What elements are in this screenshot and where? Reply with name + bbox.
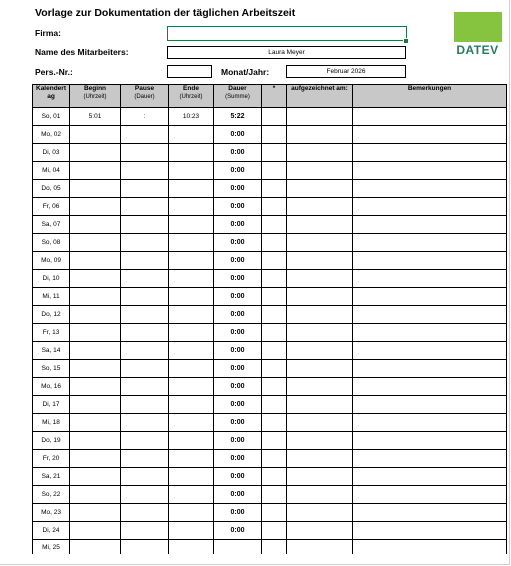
table-row (33, 378, 507, 396)
company-field[interactable] (167, 26, 407, 41)
marker-cell[interactable] (262, 486, 287, 504)
end-time-cell[interactable] (169, 468, 214, 486)
recorded-date-cell[interactable] (287, 414, 353, 432)
notes-cell[interactable] (353, 144, 507, 162)
recorded-date-cell[interactable] (287, 450, 353, 468)
table-row (33, 522, 507, 540)
end-time-cell[interactable] (169, 234, 214, 252)
duration-cell[interactable]: 0:00 (214, 144, 262, 162)
employee-field[interactable]: Laura Meyer (167, 46, 406, 59)
day-cell[interactable]: Mo, 02 (33, 126, 70, 144)
document-title: Vorlage zur Dokumentation der täglichen Arbeitszeit (35, 7, 296, 19)
end-time-cell[interactable] (169, 288, 214, 306)
table-row (33, 468, 507, 486)
marker-cell[interactable] (262, 306, 287, 324)
table-row (33, 540, 507, 555)
start-time-cell[interactable] (70, 504, 121, 522)
break-cell[interactable] (121, 486, 169, 504)
notes-cell[interactable] (353, 126, 507, 144)
break-cell[interactable] (121, 252, 169, 270)
notes-cell[interactable] (353, 162, 507, 180)
end-time-cell[interactable] (169, 216, 214, 234)
table-row (33, 144, 507, 162)
day-cell[interactable]: Di, 17 (33, 396, 70, 414)
start-time-cell[interactable] (70, 126, 121, 144)
duration-cell[interactable]: 0:00 (214, 522, 262, 540)
recorded-date-cell[interactable] (287, 540, 353, 555)
duration-cell[interactable]: 0:00 (214, 162, 262, 180)
table-row (33, 162, 507, 180)
duration-cell[interactable]: 0:00 (214, 504, 262, 522)
column-header-marker[interactable]: * (262, 85, 287, 108)
table-row (33, 414, 507, 432)
recorded-date-cell[interactable] (287, 126, 353, 144)
break-cell[interactable] (121, 216, 169, 234)
recorded-date-cell[interactable] (287, 306, 353, 324)
day-cell[interactable]: So, 15 (33, 360, 70, 378)
start-time-cell[interactable] (70, 306, 121, 324)
end-time-cell[interactable]: 10:23 (169, 108, 214, 126)
start-time-cell[interactable] (70, 234, 121, 252)
notes-cell[interactable] (353, 234, 507, 252)
selection-fill-handle[interactable] (403, 38, 409, 44)
notes-cell[interactable] (353, 360, 507, 378)
break-cell[interactable] (121, 540, 169, 555)
recorded-date-cell[interactable] (287, 252, 353, 270)
notes-cell[interactable] (353, 324, 507, 342)
recorded-date-cell[interactable] (287, 180, 353, 198)
marker-cell[interactable] (262, 180, 287, 198)
break-cell[interactable] (121, 342, 169, 360)
duration-cell[interactable]: 0:00 (214, 216, 262, 234)
break-cell[interactable] (121, 234, 169, 252)
duration-cell[interactable]: 0:00 (214, 378, 262, 396)
marker-cell[interactable] (262, 270, 287, 288)
marker-cell[interactable] (262, 522, 287, 540)
table-row (33, 108, 507, 126)
duration-cell[interactable]: 0:00 (214, 360, 262, 378)
recorded-date-cell[interactable] (287, 162, 353, 180)
day-cell[interactable]: So, 08 (33, 234, 70, 252)
table-row (33, 504, 507, 522)
end-time-cell[interactable] (169, 162, 214, 180)
notes-cell[interactable] (353, 180, 507, 198)
notes-cell[interactable] (353, 396, 507, 414)
marker-cell[interactable] (262, 414, 287, 432)
table-row (33, 198, 507, 216)
recorded-date-cell[interactable] (287, 270, 353, 288)
datev-logo (452, 12, 503, 60)
end-time-cell[interactable] (169, 396, 214, 414)
marker-cell[interactable] (262, 450, 287, 468)
marker-cell[interactable] (262, 288, 287, 306)
end-time-cell[interactable] (169, 198, 214, 216)
day-cell[interactable]: Sa, 07 (33, 216, 70, 234)
month-year-field[interactable]: Februar 2026 (286, 65, 406, 78)
break-cell[interactable] (121, 414, 169, 432)
marker-cell[interactable] (262, 468, 287, 486)
notes-cell[interactable] (353, 378, 507, 396)
day-cell[interactable]: Sa, 14 (33, 342, 70, 360)
recorded-date-cell[interactable] (287, 504, 353, 522)
marker-cell[interactable] (262, 504, 287, 522)
notes-cell[interactable] (353, 306, 507, 324)
start-time-cell[interactable] (70, 324, 121, 342)
duration-cell[interactable]: 0:00 (214, 324, 262, 342)
marker-cell[interactable] (262, 324, 287, 342)
day-cell[interactable]: Fr, 06 (33, 198, 70, 216)
day-cell[interactable]: Mi, 04 (33, 162, 70, 180)
duration-cell[interactable]: 0:00 (214, 306, 262, 324)
day-cell[interactable]: Do, 05 (33, 180, 70, 198)
datev-logo-mark (454, 12, 502, 42)
table-row (33, 432, 507, 450)
recorded-date-cell[interactable] (287, 216, 353, 234)
end-time-cell[interactable] (169, 180, 214, 198)
day-cell[interactable]: Di, 10 (33, 270, 70, 288)
table-row (33, 360, 507, 378)
day-cell[interactable]: Mi, 11 (33, 288, 70, 306)
notes-cell[interactable] (353, 252, 507, 270)
start-time-cell[interactable] (70, 288, 121, 306)
company-label: Firma: (35, 28, 61, 38)
duration-cell[interactable]: 0:00 (214, 198, 262, 216)
table-row (33, 486, 507, 504)
recorded-date-cell[interactable] (287, 234, 353, 252)
recorded-date-cell[interactable] (287, 468, 353, 486)
break-cell[interactable] (121, 144, 169, 162)
duration-cell[interactable]: 0:00 (214, 126, 262, 144)
marker-cell[interactable] (262, 144, 287, 162)
month-year-label: Monat/Jahr: (221, 67, 270, 77)
recorded-date-cell[interactable] (287, 378, 353, 396)
notes-cell[interactable] (353, 504, 507, 522)
break-cell[interactable] (121, 324, 169, 342)
recorded-date-cell[interactable] (287, 522, 353, 540)
duration-cell[interactable]: 0:00 (214, 288, 262, 306)
marker-cell[interactable] (262, 378, 287, 396)
break-cell[interactable] (121, 126, 169, 144)
end-time-cell[interactable] (169, 144, 214, 162)
duration-cell[interactable]: 0:00 (214, 234, 262, 252)
day-cell[interactable]: Mo, 23 (33, 504, 70, 522)
start-time-cell[interactable] (70, 486, 121, 504)
start-time-cell[interactable] (70, 252, 121, 270)
day-cell[interactable]: Mo, 16 (33, 378, 70, 396)
recorded-date-cell[interactable] (287, 198, 353, 216)
day-cell[interactable]: Fr, 20 (33, 450, 70, 468)
day-cell[interactable]: Fr, 13 (33, 324, 70, 342)
marker-cell[interactable] (262, 396, 287, 414)
day-cell[interactable]: Sa, 21 (33, 468, 70, 486)
end-time-cell[interactable] (169, 414, 214, 432)
recorded-date-cell[interactable] (287, 396, 353, 414)
end-time-cell[interactable] (169, 540, 214, 555)
marker-cell[interactable] (262, 360, 287, 378)
table-row (33, 324, 507, 342)
notes-cell[interactable] (353, 432, 507, 450)
duration-cell[interactable]: 0:00 (214, 414, 262, 432)
staff-number-field[interactable] (167, 65, 212, 78)
table-row (33, 288, 507, 306)
recorded-date-cell[interactable] (287, 360, 353, 378)
marker-cell[interactable] (262, 216, 287, 234)
end-time-cell[interactable] (169, 252, 214, 270)
break-cell[interactable] (121, 270, 169, 288)
start-time-cell[interactable] (70, 342, 121, 360)
table-row (33, 126, 507, 144)
end-time-cell[interactable] (169, 450, 214, 468)
staff-number-label: Pers.-Nr.: (35, 67, 73, 77)
break-cell[interactable] (121, 468, 169, 486)
duration-cell[interactable]: 0:00 (214, 468, 262, 486)
start-time-cell[interactable]: 5:01 (70, 108, 121, 126)
notes-cell[interactable] (353, 486, 507, 504)
day-cell[interactable]: Do, 12 (33, 306, 70, 324)
marker-cell[interactable] (262, 252, 287, 270)
marker-cell[interactable] (262, 126, 287, 144)
day-cell[interactable]: Di, 03 (33, 144, 70, 162)
timesheet-table (32, 84, 507, 554)
table-row (33, 450, 507, 468)
recorded-date-cell[interactable] (287, 432, 353, 450)
start-time-cell[interactable] (70, 270, 121, 288)
marker-cell[interactable] (262, 198, 287, 216)
recorded-date-cell[interactable] (287, 342, 353, 360)
break-cell[interactable] (121, 504, 169, 522)
break-cell[interactable] (121, 360, 169, 378)
column-header-notes[interactable]: Bemerkungen (353, 85, 507, 108)
start-time-cell[interactable] (70, 450, 121, 468)
day-cell[interactable]: Mi, 25 (33, 540, 70, 555)
day-cell[interactable]: Mo, 09 (33, 252, 70, 270)
datev-logo-text: DATEV (456, 43, 499, 57)
end-time-cell[interactable] (169, 504, 214, 522)
break-cell[interactable] (121, 288, 169, 306)
column-header-start[interactable]: Beginn (Uhrzeit) (70, 85, 121, 108)
duration-cell[interactable]: 0:00 (214, 396, 262, 414)
marker-cell[interactable] (262, 108, 287, 126)
marker-cell[interactable] (262, 234, 287, 252)
end-time-cell[interactable] (169, 126, 214, 144)
end-time-cell[interactable] (169, 360, 214, 378)
notes-cell[interactable] (353, 288, 507, 306)
day-cell[interactable]: So, 22 (33, 486, 70, 504)
marker-cell[interactable] (262, 342, 287, 360)
start-time-cell[interactable] (70, 360, 121, 378)
column-header-break[interactable]: Pause (Dauer) (121, 85, 169, 108)
notes-cell[interactable] (353, 108, 507, 126)
start-time-cell[interactable] (70, 468, 121, 486)
recorded-date-cell[interactable] (287, 144, 353, 162)
start-time-cell[interactable] (70, 378, 121, 396)
duration-cell[interactable]: 0:00 (214, 342, 262, 360)
notes-cell[interactable] (353, 522, 507, 540)
table-row (33, 270, 507, 288)
break-cell[interactable] (121, 432, 169, 450)
duration-cell[interactable]: 0:00 (214, 486, 262, 504)
duration-cell[interactable]: 0:00 (214, 252, 262, 270)
start-time-cell[interactable] (70, 216, 121, 234)
table-row (33, 216, 507, 234)
break-cell[interactable] (121, 198, 169, 216)
table-row (33, 180, 507, 198)
duration-cell[interactable]: 0:00 (214, 270, 262, 288)
end-time-cell[interactable] (169, 306, 214, 324)
start-time-cell[interactable] (70, 522, 121, 540)
start-time-cell[interactable] (70, 414, 121, 432)
day-cell[interactable]: So, 01 (33, 108, 70, 126)
recorded-date-cell[interactable] (287, 288, 353, 306)
break-cell[interactable] (121, 306, 169, 324)
marker-cell[interactable] (262, 162, 287, 180)
break-cell[interactable] (121, 450, 169, 468)
table-row (33, 396, 507, 414)
day-cell[interactable]: Do, 19 (33, 432, 70, 450)
break-cell[interactable]: : (121, 108, 169, 126)
column-header-end[interactable]: Ende (Uhrzeit) (169, 85, 214, 108)
end-time-cell[interactable] (169, 378, 214, 396)
table-row (33, 234, 507, 252)
start-time-cell[interactable] (70, 144, 121, 162)
break-cell[interactable] (121, 396, 169, 414)
break-cell[interactable] (121, 162, 169, 180)
table-row (33, 306, 507, 324)
end-time-cell[interactable] (169, 486, 214, 504)
duration-cell[interactable]: 0:00 (214, 432, 262, 450)
end-time-cell[interactable] (169, 522, 214, 540)
end-time-cell[interactable] (169, 324, 214, 342)
notes-cell[interactable] (353, 198, 507, 216)
day-cell[interactable]: Mi, 18 (33, 414, 70, 432)
duration-cell[interactable] (214, 540, 262, 555)
end-time-cell[interactable] (169, 432, 214, 450)
column-header-recorded[interactable]: aufgezeichnet am: (287, 85, 353, 108)
start-time-cell[interactable] (70, 162, 121, 180)
end-time-cell[interactable] (169, 342, 214, 360)
start-time-cell[interactable] (70, 180, 121, 198)
end-time-cell[interactable] (169, 270, 214, 288)
column-header-duration[interactable]: Dauer (Summe) (214, 85, 262, 108)
notes-cell[interactable] (353, 450, 507, 468)
marker-cell[interactable] (262, 540, 287, 555)
start-time-cell[interactable] (70, 540, 121, 555)
recorded-date-cell[interactable] (287, 108, 353, 126)
notes-cell[interactable] (353, 342, 507, 360)
break-cell[interactable] (121, 378, 169, 396)
break-cell[interactable] (121, 180, 169, 198)
notes-cell[interactable] (353, 414, 507, 432)
marker-cell[interactable] (262, 432, 287, 450)
employee-label: Name des Mitarbeiters: (35, 47, 129, 57)
day-cell[interactable]: Di, 24 (33, 522, 70, 540)
table-header-row (33, 85, 507, 108)
recorded-date-cell[interactable] (287, 486, 353, 504)
notes-cell[interactable] (353, 468, 507, 486)
duration-cell[interactable]: 0:00 (214, 450, 262, 468)
duration-cell[interactable]: 0:00 (214, 180, 262, 198)
column-header-date[interactable]: Kalendertag (33, 85, 70, 108)
recorded-date-cell[interactable] (287, 324, 353, 342)
break-cell[interactable] (121, 522, 169, 540)
notes-cell[interactable] (353, 540, 507, 555)
table-row (33, 342, 507, 360)
table-row (33, 252, 507, 270)
notes-cell[interactable] (353, 270, 507, 288)
start-time-cell[interactable] (70, 396, 121, 414)
duration-cell[interactable]: 5:22 (214, 108, 262, 126)
notes-cell[interactable] (353, 216, 507, 234)
start-time-cell[interactable] (70, 432, 121, 450)
start-time-cell[interactable] (70, 198, 121, 216)
